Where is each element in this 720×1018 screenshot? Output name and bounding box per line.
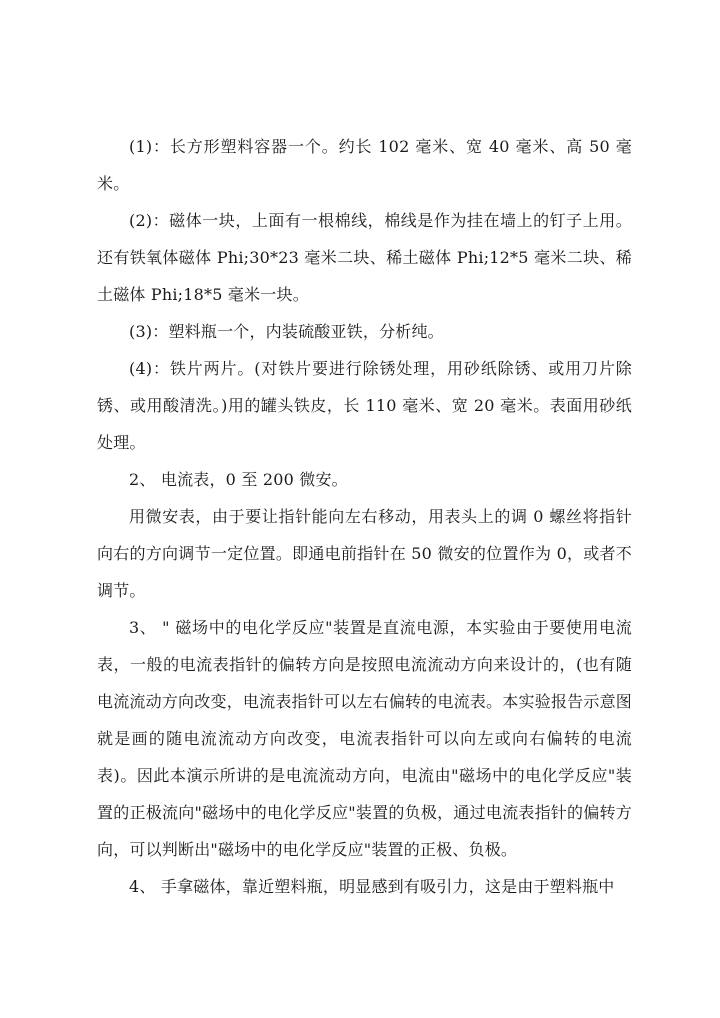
paragraph-item-3-bottle: (3)：塑料瓶一个，内装硫酸亚铁，分析纯。: [129, 322, 444, 341]
paragraph-microammeter-usage: 用微安表，由于要让指针能向左右移动，用表头上的调 0 螺丝将指针向右的方向调节一定位置。即通电前指针在 50 微安的位置作为 0，或者不调节。: [97, 507, 632, 600]
paragraph-section-4-magnet-test: 4、 手拿磁体，靠近塑料瓶，明显感到有吸引力，这是由于塑料瓶中: [129, 877, 615, 896]
paragraph-item-1-container: (1)：长方形塑料容器一个。约长 102 毫米、宽 40 毫米、高 50 毫米。: [97, 137, 632, 193]
document-page: [97, 128, 632, 905]
paragraph-item-2-magnets: (2)：磁体一块，上面有一根棉线，棉线是作为挂在墙上的钉子上用。还有铁氧体磁体 Phi;30*23 毫米二块、稀土磁体 Phi;12*5 毫米二块、稀土磁体 Phi;18*5 毫米一块。: [97, 211, 632, 304]
paragraph-section-3-power-source: 3、 " 磁场中的电化学反应"装置是直流电源，本实验由于要使用电流表，一般的电流表指针的偏转方向是按照电流流动方向来设计的，(也有随电流流动方向改变，电流表指针可以左右偏转的电流表。本实验报告示意图就是画的随电流流动方向改变，电流表指针可以向左或向右偏转的电流表)。因此本演示所讲的是电流流动方向，电流由"磁场中的电化学反应"装置的正极流向"磁场中的电化学反应"装置的负极，通过电流表指针的偏转方向，可以判断出"磁场中的电化学反应"装置的正极、负极。: [97, 618, 632, 859]
paragraph-item-4-iron-sheets: (4)：铁片两片。(对铁片要进行除锈处理，用砂纸除锈、或用刀片除锈、或用酸清洗。)用的罐头铁皮，长 110 毫米、宽 20 毫米。表面用砂纸处理。: [97, 359, 632, 452]
paragraph-section-2-ammeter: 2、 电流表，0 至 200 微安。: [129, 470, 348, 489]
